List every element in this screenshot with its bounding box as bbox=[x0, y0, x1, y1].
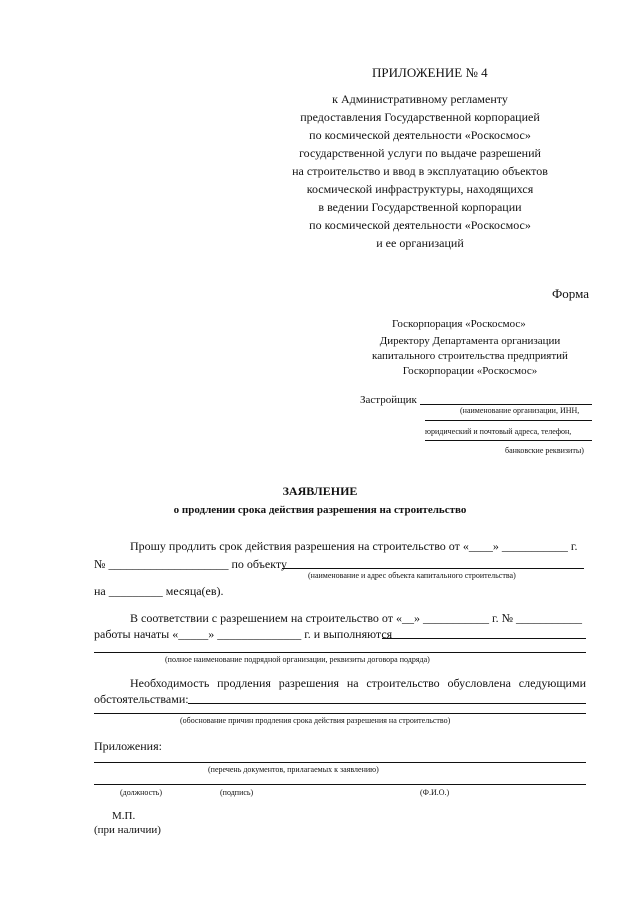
name-caption: (Ф.И.О.) bbox=[420, 788, 450, 797]
header-line: космической инфраструктуры, находящихся bbox=[306, 182, 534, 196]
extension-request-line: Прошу продлить срок действия разрешения на строительство от «____» ___________ г. bbox=[130, 539, 578, 553]
attachments-field-line[interactable] bbox=[94, 762, 586, 763]
addressee-line: капитального строительства предприятий bbox=[372, 350, 568, 362]
header-line: и ее организаций bbox=[376, 236, 464, 250]
statement-title: ЗАЯВЛЕНИЕ bbox=[282, 484, 358, 498]
addressee-org: Госкорпорация «Роскосмос» bbox=[392, 318, 526, 330]
header-line: к Административному регламенту bbox=[332, 92, 508, 106]
necessity-line: Необходимость продления разрешения на строительство обусловлена следующими bbox=[130, 676, 586, 690]
header-line: на строительство и ввод в эксплуатацию объектов bbox=[292, 164, 548, 178]
signature-caption: (подпись) bbox=[220, 788, 254, 797]
header-line: предоставления Государственной корпорацией bbox=[300, 110, 540, 124]
permit-number-line: № ____________________ по объекту bbox=[94, 557, 287, 571]
permit-reference-line: В соответствии с разрешением на строительство от «__» ___________ г. № ___________ bbox=[130, 611, 583, 625]
attachments-hint: (перечень документов, прилагаемых к заявлению) bbox=[208, 765, 379, 774]
works-started-line: работы начаты «_____» ______________ г. и выполняются bbox=[94, 627, 393, 641]
circumstances-field-line[interactable] bbox=[94, 713, 586, 714]
developer-field-line[interactable] bbox=[420, 404, 592, 405]
signature-line[interactable] bbox=[94, 784, 586, 785]
developer-field-line[interactable] bbox=[425, 420, 592, 421]
statement-subtitle: о продлении срока действия разрешения на строительство bbox=[173, 504, 467, 516]
appendix-title: ПРИЛОЖЕНИЕ № 4 bbox=[372, 65, 488, 80]
developer-hint: юридический и почтовый адреса, телефон, bbox=[425, 427, 572, 436]
circumstances-field-line[interactable] bbox=[188, 703, 586, 704]
circumstances-label: обстоятельствами: bbox=[94, 692, 189, 706]
stamp-label: М.П. bbox=[112, 810, 136, 822]
header-line: государственной услуги по выдаче разрешений bbox=[299, 146, 541, 160]
header-line: по космической деятельности «Роскосмос» bbox=[309, 218, 531, 232]
header-line: по космической деятельности «Роскосмос» bbox=[309, 128, 531, 142]
addressee-line: Директору Департамента организации bbox=[379, 335, 561, 347]
developer-hint: банковские реквизиты) bbox=[505, 446, 584, 455]
form-label: Форма bbox=[552, 286, 589, 301]
object-field-line[interactable] bbox=[282, 568, 584, 569]
months-line: на _________ месяца(ев). bbox=[94, 584, 224, 598]
addressee-line: Госкорпорации «Роскосмос» bbox=[402, 365, 538, 377]
header-line: в ведении Государственной корпорации bbox=[318, 200, 522, 214]
circumstances-hint: (обоснование причин продления срока действия разрешения на строительство) bbox=[180, 716, 451, 725]
contractor-field-line[interactable] bbox=[94, 652, 586, 653]
developer-hint: (наименование организации, ИНН, bbox=[460, 406, 580, 415]
developer-label: Застройщик bbox=[360, 394, 417, 406]
stamp-note: (при наличии) bbox=[94, 824, 161, 836]
attachments-label: Приложения: bbox=[94, 739, 162, 753]
contractor-hint: (полное наименование подрядной организации, реквизиты договора подряда) bbox=[165, 655, 430, 664]
object-hint: (наименование и адрес объекта капитального строительства) bbox=[308, 571, 516, 580]
contractor-field-line[interactable] bbox=[382, 638, 586, 639]
position-caption: (должность) bbox=[120, 788, 162, 797]
developer-field-line[interactable] bbox=[425, 440, 592, 441]
